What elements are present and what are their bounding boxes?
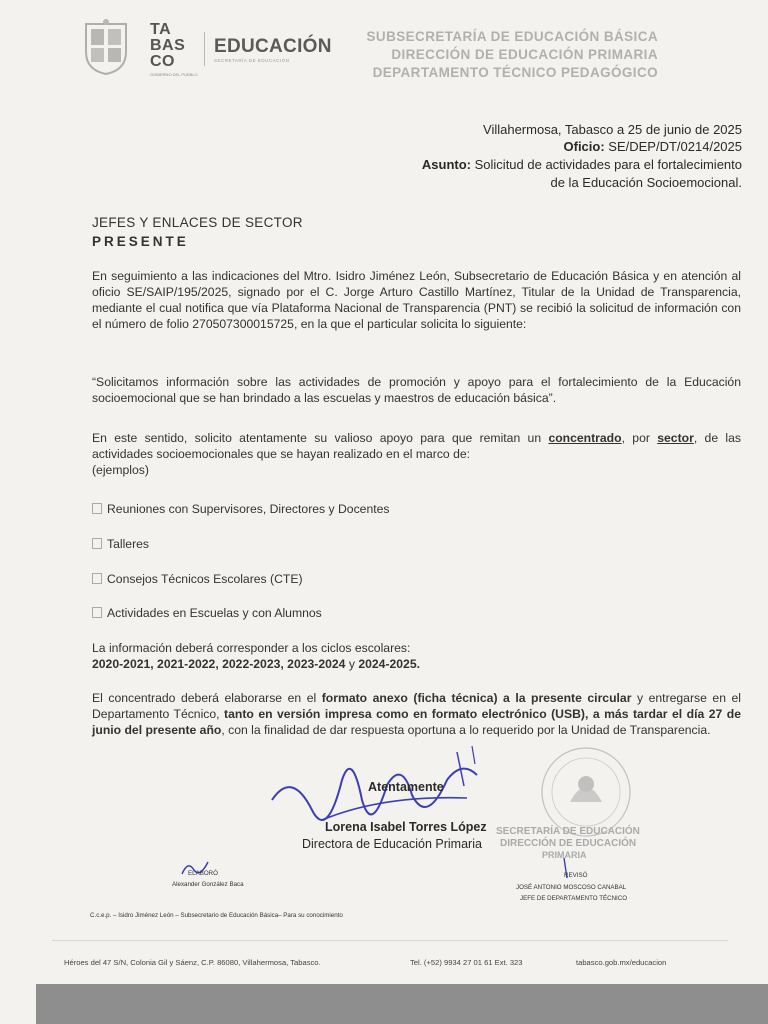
place-date: Villahermosa, Tabasco a 25 de junio de 2025 (483, 122, 742, 137)
list-item (92, 606, 322, 620)
asunto-line (422, 156, 742, 173)
reviso-title: JEFE DE DEPARTAMENTO TÉCNICO (520, 895, 628, 902)
delivery-bold: formato anexo (ficha técnica) a la presente circular (321, 691, 632, 705)
footer-phone: Tel. (+52) 9934 27 01 61 Ext. 323 (410, 958, 523, 967)
logo-line: BAS (150, 37, 186, 54)
asunto-text: Solicitud de actividades para el fortalecimiento (474, 157, 742, 172)
signatory-name: Lorena Isabel Torres López (325, 820, 487, 834)
list-item (92, 572, 303, 586)
cycles-last: 2024-2025. (358, 657, 420, 671)
request-text: , de las actividades socioemocionales que se hayan realizado en el marco de: (92, 431, 741, 461)
request-text: En este sentido, solicito atentamente su valioso apoyo para que remitan un (92, 431, 549, 445)
stamp-line-3: PRIMARIA (542, 850, 587, 860)
oficio-label: Oficio: (563, 139, 605, 154)
list-item-label: Reuniones con Supervisores, Directores y Docentes (107, 502, 390, 516)
cycles-and: y (345, 657, 359, 671)
elaboro-name: Alexander González Baca (172, 881, 244, 888)
education-brand-subtitle: SECRETARÍA DE EDUCACIÓN (214, 58, 290, 63)
handwritten-signature (262, 740, 502, 852)
header-divider (204, 32, 205, 66)
footer-color-bar (36, 984, 768, 1024)
recipient-line: JEFES Y ENLACES DE SECTOR (92, 215, 303, 230)
list-item-label: Consejos Técnicos Escolares (CTE) (107, 572, 303, 586)
office-line-3: DEPARTAMENTO TÉCNICO PEDAGÓGICO (372, 65, 658, 80)
sector-emphasis: sector (657, 431, 694, 445)
checkbox-square-icon (92, 503, 102, 514)
logo-line: CO (150, 53, 175, 70)
concentrado-emphasis: concentrado (548, 431, 622, 445)
asunto-line-2: de la Educación Socioemocional. (550, 175, 742, 190)
reviso-name: JOSÉ ANTONIO MOSCOSO CANABAL (516, 884, 627, 891)
delivery-text: El concentrado deberá elaborarse en el (92, 691, 322, 705)
cycles-intro: La información deberá corresponder a los ciclos escolares: (92, 641, 411, 655)
list-item-label: Actividades en Escuelas y con Alumnos (107, 606, 322, 620)
ccp-line: C.c.e.p. – Isidro Jiménez León – Subsecretario de Educación Básica– Para su conocimiento (90, 912, 343, 919)
list-item (92, 502, 389, 516)
footer-address: Héroes del 47 S/N, Colonia Gil y Sáenz, C.P. 86080, Villahermosa, Tabasco. (64, 958, 321, 967)
stamp-line-1: SECRETARÍA DE EDUCACIÓN (496, 826, 640, 837)
logo-caption: GOBIERNO DEL PUEBLO (150, 72, 198, 77)
request-text: , por (621, 431, 658, 445)
present-heading: PRESENTE (92, 234, 189, 249)
reviso-label: REVISÓ (564, 872, 588, 879)
delivery-text: y entregarse en el Departamento Técnico, (92, 691, 742, 721)
oficio-line (564, 138, 743, 155)
paragraph-intro: En seguimiento a las indicaciones del Mtro. Isidro Jiménez León, Subsecretario de Educación Básica y en atención al oficio SE/SAIP/195/2025, signado por el C. Jorge Arturo Castillo Martínez, Titular de la Unidad de Transparencia, mediante el cual notifica que vía Plataforma Nacional de Transparencia (PNT) se recibió la solicitud de información con el número de folio 270507300015725, en la que el particular solicita lo siguiente: (92, 269, 741, 331)
office-line-2: DIRECCIÓN DE EDUCACIÓN PRIMARIA (391, 47, 658, 62)
examples-label: (ejemplos) (92, 463, 149, 477)
cycles-list (92, 657, 420, 671)
delivery-deadline: tanto en versión impresa como en formato electrónico (USB), a más tardar el día 27 de junio del presente año (92, 707, 742, 737)
elaboro-label: ELABORÓ (188, 870, 218, 877)
tabasco-logo (150, 21, 202, 77)
checkbox-square-icon (92, 538, 102, 549)
list-item-label: Talleres (107, 537, 149, 551)
footer-website: tabasco.gob.mx/educacion (576, 958, 667, 967)
asunto-label: Asunto: (421, 157, 471, 172)
delivery-text: , con la finalidad de dar respuesta oportuna a lo requerido por la Unidad de Transparencia. (221, 723, 711, 737)
oficio-value: SE/DEP/DT/0214/2025 (608, 139, 742, 154)
signatory-title: Directora de Educación Primaria (302, 837, 482, 851)
checkbox-square-icon (92, 573, 102, 584)
checkbox-square-icon (92, 607, 102, 618)
cycles-bold: 2020-2021, 2021-2022, 2022-2023, 2023-2024 (92, 657, 346, 671)
paragraph-request (92, 430, 741, 462)
logo-line: TA (150, 21, 172, 38)
office-line-1: SUBSECRETARÍA DE EDUCACIÓN BÁSICA (366, 29, 658, 44)
paragraph-delivery (92, 690, 741, 738)
list-item (92, 537, 149, 551)
state-coat-of-arms-icon (82, 18, 130, 76)
footer-divider (52, 940, 728, 941)
quoted-request: “Solicitamos información sobre las actividades de promoción y apoyo para el fortalecimiento de la Educación socioemocional que se han brindado a las escuelas y maestros de educación básica”. (92, 375, 741, 405)
education-brand: EDUCACIÓN (214, 36, 332, 57)
stamp-line-2: DIRECCIÓN DE EDUCACIÓN (500, 838, 637, 849)
closing-word: Atentamente (368, 780, 444, 794)
